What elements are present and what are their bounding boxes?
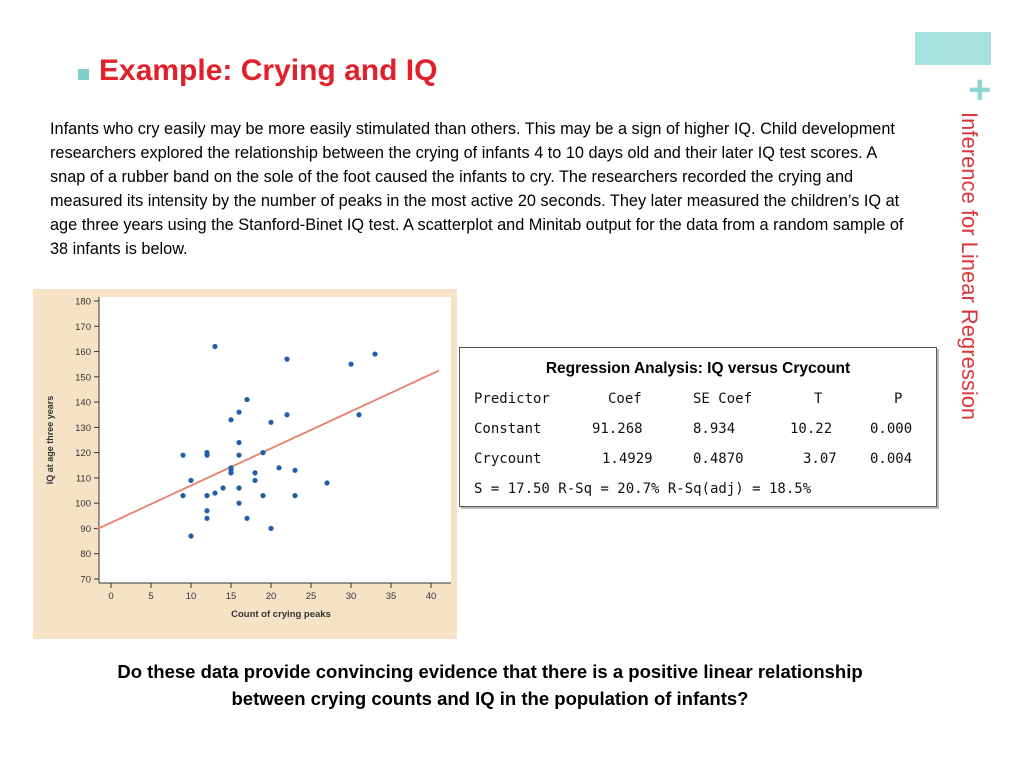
y-tick-label: 130 bbox=[75, 422, 91, 434]
data-point bbox=[236, 410, 241, 415]
data-point bbox=[236, 453, 241, 458]
side-title: Inference for Linear Regression bbox=[957, 112, 982, 421]
y-axis-label: IQ at age three years bbox=[45, 395, 55, 485]
x-tick-label: 5 bbox=[148, 591, 154, 602]
data-point bbox=[228, 465, 233, 470]
cell-predictor: Constant bbox=[474, 421, 542, 437]
data-point bbox=[292, 468, 297, 473]
square-bullet-icon bbox=[78, 69, 89, 80]
data-point bbox=[204, 450, 209, 455]
data-point bbox=[188, 533, 193, 538]
data-point bbox=[180, 493, 185, 498]
y-tick-label: 120 bbox=[75, 448, 91, 460]
cell-predictor: Crycount bbox=[474, 451, 542, 467]
data-point bbox=[260, 450, 265, 455]
data-point bbox=[228, 417, 233, 422]
x-tick-label: 35 bbox=[385, 591, 397, 602]
data-point bbox=[244, 516, 249, 521]
data-point bbox=[348, 362, 353, 367]
question-text: Do these data provide convincing evidence that there is a positive linear relationship between crying counts and IQ in the population of infants? bbox=[117, 661, 863, 709]
data-point bbox=[252, 470, 257, 475]
y-tick-label: 70 bbox=[80, 574, 91, 586]
plot-panel bbox=[99, 297, 451, 583]
data-point bbox=[220, 485, 225, 490]
header-predictor: Predictor bbox=[474, 391, 550, 407]
header-p: P bbox=[894, 391, 903, 407]
data-point bbox=[324, 480, 329, 485]
data-point bbox=[180, 453, 185, 458]
x-tick-label: 10 bbox=[185, 591, 197, 602]
cell-t: 3.07 bbox=[803, 451, 837, 467]
cell-coef: 91.268 bbox=[592, 421, 643, 437]
data-point bbox=[236, 440, 241, 445]
summary-text: S = 17.50 R-Sq = 20.7% R-Sq(adj) = 18.5% bbox=[474, 481, 812, 497]
data-point bbox=[236, 485, 241, 490]
slide-title: Example: Crying and IQ bbox=[99, 54, 438, 87]
y-tick-label: 90 bbox=[80, 523, 91, 535]
data-point bbox=[212, 344, 217, 349]
regression-title: Regression Analysis: IQ versus Crycount bbox=[545, 360, 851, 377]
y-tick-label: 110 bbox=[75, 473, 91, 485]
data-point bbox=[204, 493, 209, 498]
x-tick-label: 15 bbox=[225, 591, 237, 602]
x-tick-label: 30 bbox=[345, 591, 357, 602]
header-se-coef: SE Coef bbox=[693, 391, 753, 407]
x-tick-label: 25 bbox=[305, 591, 317, 602]
header-coef: Coef bbox=[608, 391, 642, 407]
data-point bbox=[252, 478, 257, 483]
data-point bbox=[236, 501, 241, 506]
y-tick-label: 140 bbox=[75, 397, 91, 409]
cell-se-coef: 8.934 bbox=[693, 421, 736, 437]
accent-rectangle bbox=[915, 32, 991, 65]
x-tick-label: 20 bbox=[265, 591, 277, 602]
intro-paragraph: Infants who cry easily may be more easily stimulated than others. This may be a sign of higher IQ. Child development researchers explored the relationship between the crying of infants 4 to 10 days old and their later IQ test scores. A snap of a rubber band on the sole of the foot caused the infants to cry. The researchers recorded the crying and measured its intensity by the number of peaks in the most active 20 seconds. They later measured the children’s IQ at age three years using the Stanford-Binet IQ test. A scatterplot and Minitab output for the data from a random sample of 38 infants is below. bbox=[50, 120, 904, 258]
header-t: T bbox=[814, 391, 823, 407]
cell-coef: 1.4929 bbox=[602, 451, 653, 467]
x-axis-label: Count of crying peaks bbox=[231, 609, 331, 620]
y-tick-label: 180 bbox=[75, 296, 91, 308]
data-point bbox=[284, 357, 289, 362]
data-point bbox=[284, 412, 289, 417]
plus-icon: + bbox=[968, 68, 992, 112]
data-point bbox=[204, 516, 209, 521]
x-tick-label: 40 bbox=[425, 591, 437, 602]
cell-se-coef: 0.4870 bbox=[693, 451, 744, 467]
data-point bbox=[212, 490, 217, 495]
regression-output bbox=[459, 347, 937, 507]
y-tick-label: 80 bbox=[80, 549, 91, 561]
y-tick-label: 150 bbox=[75, 372, 91, 384]
data-point bbox=[292, 493, 297, 498]
data-point bbox=[268, 526, 273, 531]
title-row bbox=[78, 54, 437, 88]
cell-p: 0.000 bbox=[870, 421, 913, 437]
cell-t: 10.22 bbox=[790, 421, 833, 437]
y-tick-label: 100 bbox=[75, 498, 91, 510]
data-point bbox=[268, 420, 273, 425]
data-point bbox=[372, 351, 377, 356]
data-point bbox=[356, 412, 361, 417]
x-tick-label: 0 bbox=[108, 591, 114, 602]
data-point bbox=[244, 397, 249, 402]
scatterplot bbox=[33, 289, 457, 639]
y-tick-label: 170 bbox=[75, 321, 91, 333]
data-point bbox=[188, 478, 193, 483]
data-point bbox=[204, 508, 209, 513]
y-tick-label: 160 bbox=[75, 347, 91, 359]
data-point bbox=[276, 465, 281, 470]
data-point bbox=[260, 493, 265, 498]
cell-p: 0.004 bbox=[870, 451, 913, 467]
